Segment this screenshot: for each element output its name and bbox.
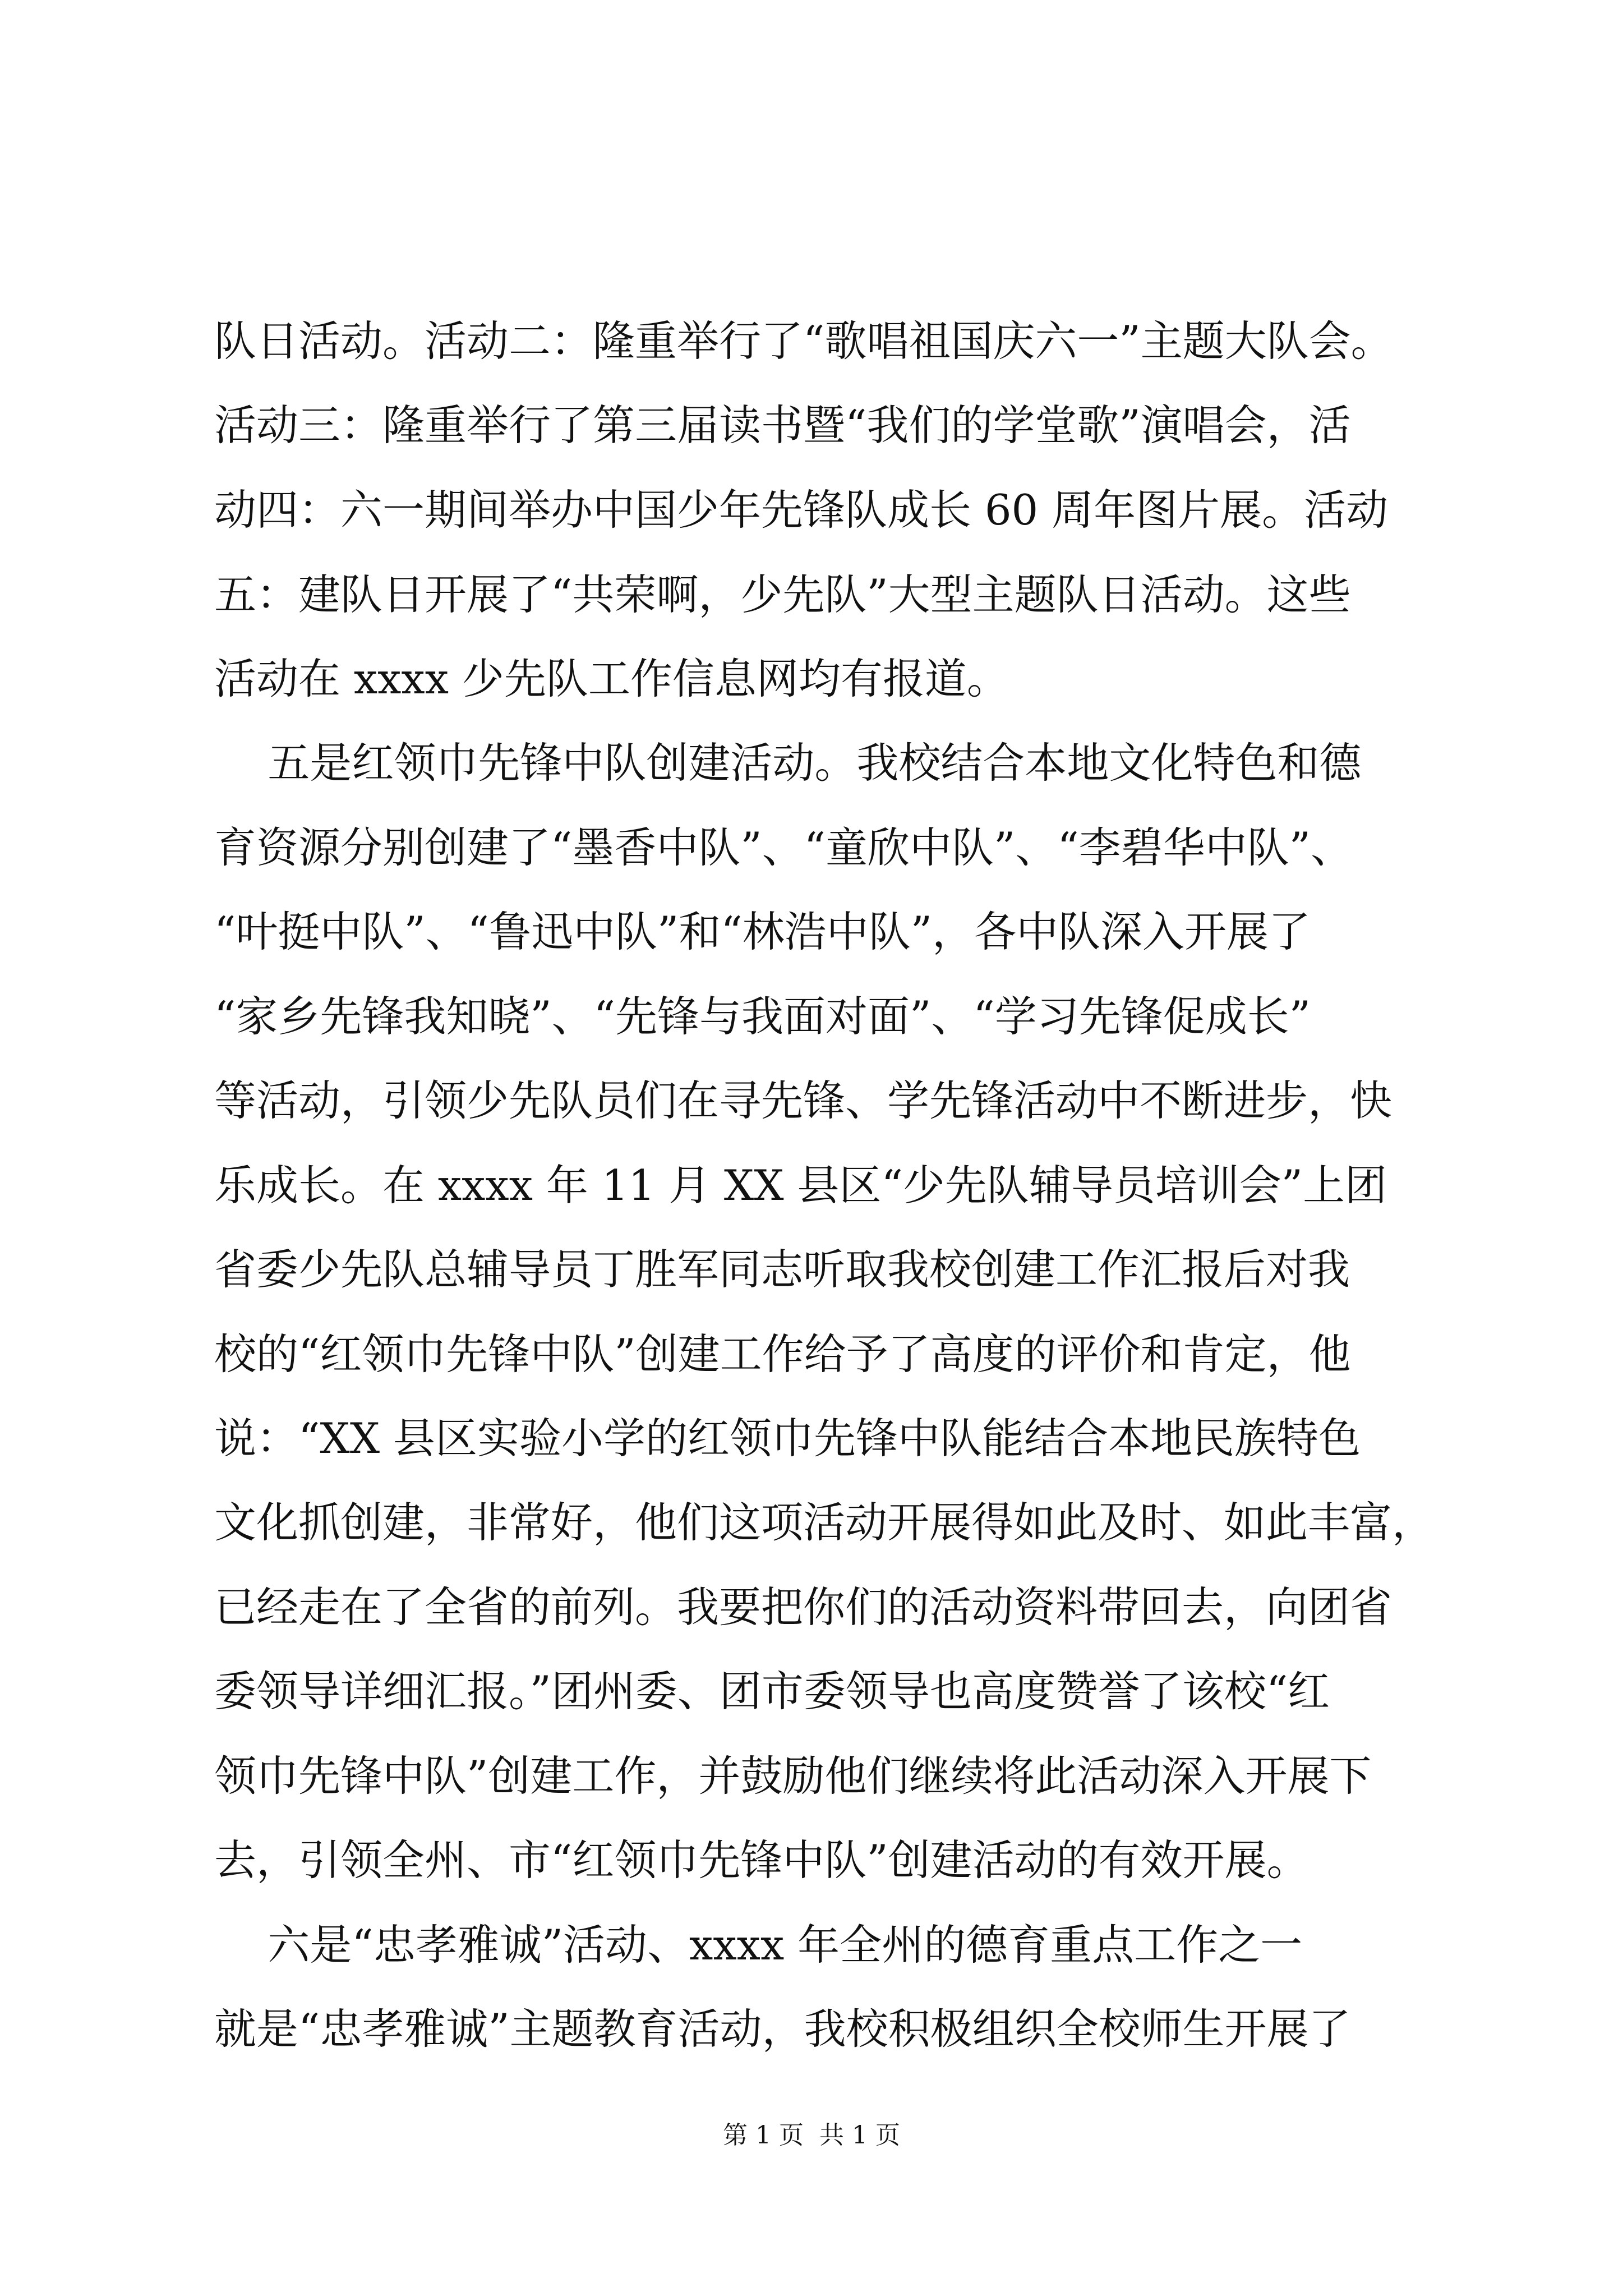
text-line: 就是“忠孝雅诚”主题教育活动，我校积极组织全校师生开展了 bbox=[214, 2004, 1351, 2054]
text-line: “叶挺中队”、“鲁迅中队”和“林浩中队”，各中队深入开展了 bbox=[214, 907, 1311, 956]
text-line: 队日活动。活动二：隆重举行了“歌唱祖国庆六一”主题大队会。 bbox=[214, 316, 1393, 366]
text-line: 育资源分别创建了“墨香中队”、“童欣中队”、“李碧华中队”、 bbox=[214, 823, 1353, 872]
text-line: 活动在 xxxx 少先队工作信息网均有报道。 bbox=[214, 654, 1009, 703]
text-line: “家乡先锋我知晓”、“先锋与我面对面”、“学习先锋促成长” bbox=[214, 992, 1311, 1041]
page-footer: 第 1 页 共 1 页 bbox=[723, 2121, 900, 2150]
text-line: 省委少先队总辅导员丁胜军同志听取我校创建工作汇报后对我 bbox=[214, 1245, 1350, 1294]
text-line: 动四：六一期间举办中国少年先锋队成长 60 周年图片展。活动 bbox=[214, 485, 1389, 535]
text-line: 已经走在了全省的前列。我要把你们的活动资料带回去，向团省 bbox=[214, 1582, 1393, 1632]
text-line: 委领导详细汇报。”团州委、团市委领导也高度赞誉了该校“红 bbox=[214, 1667, 1330, 1716]
text-line: 领巾先锋中队”创建工作，并鼓励他们继续将此活动深入开展下 bbox=[214, 1751, 1372, 1801]
paragraph-six-first-line: 六是“忠孝雅诚”活动、xxxx 年全州的德育重点工作之一 bbox=[214, 1920, 1303, 1970]
paragraph-five-first-line: 五是红领巾先锋中队创建活动。我校结合本地文化特色和德 bbox=[214, 738, 1362, 788]
text-line: 五：建队日开展了“共荣啊，少先队”大型主题队日活动。这些 bbox=[214, 570, 1351, 619]
text-line: 校的“红领巾先锋中队”创建工作给予了高度的评价和肯定，他 bbox=[214, 1329, 1351, 1379]
text-line: 等活动，引领少先队员们在寻先锋、学先锋活动中不断进步，快 bbox=[214, 1076, 1393, 1125]
text-line: 去，引领全州、市“红领巾先锋中队”创建活动的有效开展。 bbox=[214, 1835, 1309, 1885]
text-line: 活动三：隆重举行了第三届读书暨“我们的学堂歌”演唱会，活 bbox=[214, 401, 1351, 450]
text-line: 文化抓创建，非常好，他们这项活动开展得如此及时、如此丰富， bbox=[214, 1498, 1435, 1547]
text-line: 乐成长。在 xxxx 年 11 月 XX 县区“少先队辅导员培训会”上团 bbox=[214, 1161, 1387, 1210]
text-line: 说：“XX 县区实验小学的红领巾先锋中队能结合本地民族特色 bbox=[214, 1414, 1361, 1463]
